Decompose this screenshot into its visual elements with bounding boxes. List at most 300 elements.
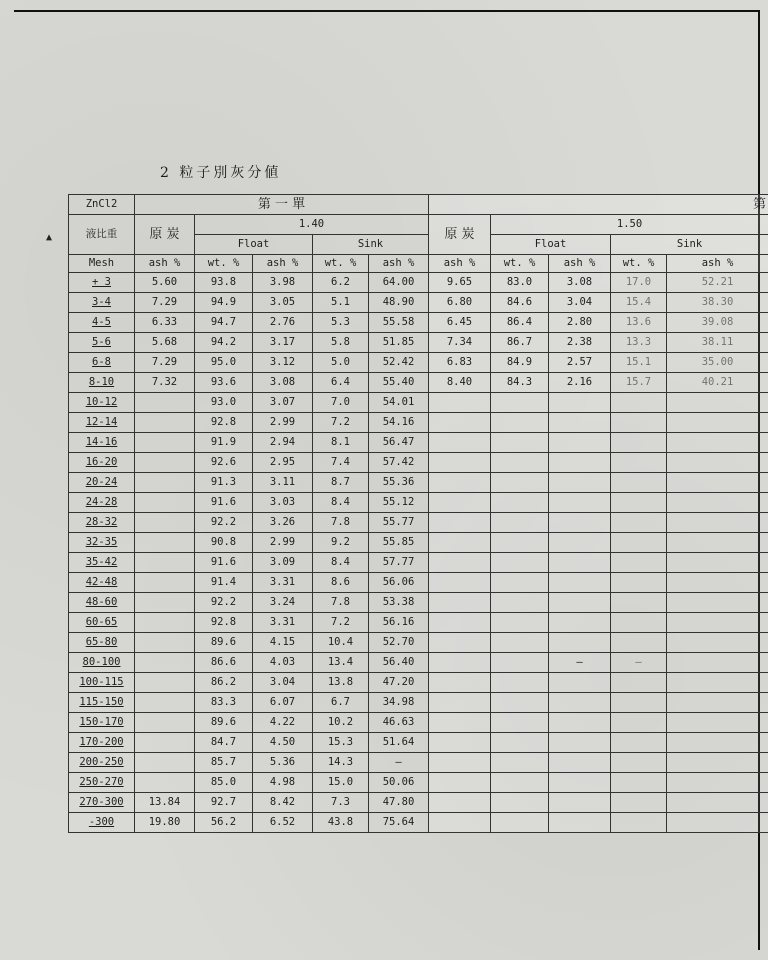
value-cell <box>135 633 195 653</box>
value-cell <box>491 573 549 593</box>
value-cell: 55.77 <box>369 513 429 533</box>
value-cell: 14.3 <box>313 753 369 773</box>
mesh-cell: 115-150 <box>69 693 135 713</box>
value-cell: 3.17 <box>253 333 313 353</box>
table-row <box>69 313 768 333</box>
value-cell: 3.12 <box>253 353 313 373</box>
value-cell: 54.01 <box>369 393 429 413</box>
value-cell <box>611 613 667 633</box>
table-row <box>69 333 768 353</box>
value-cell <box>611 453 667 473</box>
value-cell: 46.63 <box>369 713 429 733</box>
value-cell: 3.05 <box>253 293 313 313</box>
value-cell: 6.80 <box>429 293 491 313</box>
value-cell: 7.2 <box>313 413 369 433</box>
value-cell: 85.0 <box>195 773 253 793</box>
value-cell: 15.0 <box>313 773 369 793</box>
value-cell: 13.4 <box>313 653 369 673</box>
value-cell <box>667 493 768 513</box>
value-cell <box>549 673 611 693</box>
group1-title: 第 一 單 <box>135 195 429 215</box>
mesh-cell: 4-5 <box>69 313 135 333</box>
value-cell <box>135 493 195 513</box>
value-cell: 53.38 <box>369 593 429 613</box>
value-cell <box>135 773 195 793</box>
value-cell: 5.36 <box>253 753 313 773</box>
value-cell <box>549 533 611 553</box>
value-cell: 7.34 <box>429 333 491 353</box>
sub-header-5: ash % <box>369 255 429 273</box>
value-cell: 3.03 <box>253 493 313 513</box>
value-cell: 3.31 <box>253 573 313 593</box>
value-cell: 57.77 <box>369 553 429 573</box>
table-row <box>69 473 768 493</box>
value-cell <box>549 573 611 593</box>
value-cell <box>429 393 491 413</box>
value-cell: 5.1 <box>313 293 369 313</box>
value-cell: 56.06 <box>369 573 429 593</box>
value-cell: 2.57 <box>549 353 611 373</box>
mesh-cell: 150-170 <box>69 713 135 733</box>
value-cell <box>611 493 667 513</box>
value-cell <box>611 393 667 413</box>
value-cell <box>135 513 195 533</box>
mesh-cell: 100-115 <box>69 673 135 693</box>
value-cell <box>429 673 491 693</box>
value-cell: 39.08 <box>667 313 768 333</box>
value-cell <box>491 693 549 713</box>
value-cell <box>135 433 195 453</box>
value-cell: 52.42 <box>369 353 429 373</box>
value-cell: 92.8 <box>195 413 253 433</box>
value-cell: 86.4 <box>491 313 549 333</box>
value-cell: 4.50 <box>253 733 313 753</box>
value-cell: 3.24 <box>253 593 313 613</box>
value-cell <box>549 753 611 773</box>
corner-label-2: 液比重 <box>69 215 135 255</box>
table-row <box>69 613 768 633</box>
value-cell: 4.15 <box>253 633 313 653</box>
value-cell: 15.3 <box>313 733 369 753</box>
value-cell: 47.20 <box>369 673 429 693</box>
value-cell <box>667 473 768 493</box>
mesh-cell: 42-48 <box>69 573 135 593</box>
value-cell: 5.60 <box>135 273 195 293</box>
value-cell: 93.6 <box>195 373 253 393</box>
value-cell: 8.4 <box>313 553 369 573</box>
value-cell: 8.42 <box>253 793 313 813</box>
mesh-cell: + 3 <box>69 273 135 293</box>
table-row <box>69 413 768 433</box>
table-row <box>69 493 768 513</box>
sub-header-10: ash % <box>667 255 768 273</box>
value-cell <box>429 513 491 533</box>
value-cell: 7.8 <box>313 513 369 533</box>
value-cell <box>549 733 611 753</box>
value-cell <box>549 813 611 833</box>
value-cell: 94.2 <box>195 333 253 353</box>
value-cell: 92.2 <box>195 513 253 533</box>
value-cell <box>667 813 768 833</box>
value-cell <box>667 773 768 793</box>
value-cell: 8.7 <box>313 473 369 493</box>
value-cell <box>135 393 195 413</box>
value-cell: 91.6 <box>195 493 253 513</box>
value-cell <box>549 453 611 473</box>
mesh-cell: 80-100 <box>69 653 135 673</box>
value-cell: 6.83 <box>429 353 491 373</box>
sg1-header: 1.40 <box>195 215 429 235</box>
table-row <box>69 713 768 733</box>
mesh-cell: 16-20 <box>69 453 135 473</box>
value-cell: 92.7 <box>195 793 253 813</box>
table-row <box>69 793 768 813</box>
value-cell: 10.2 <box>313 713 369 733</box>
value-cell: 91.9 <box>195 433 253 453</box>
value-cell <box>611 553 667 573</box>
value-cell: 94.7 <box>195 313 253 333</box>
value-cell <box>429 473 491 493</box>
value-cell <box>491 593 549 613</box>
value-cell: 15.7 <box>611 373 667 393</box>
value-cell: 3.08 <box>253 373 313 393</box>
value-cell: 64.00 <box>369 273 429 293</box>
value-cell <box>549 593 611 613</box>
value-cell: 83.3 <box>195 693 253 713</box>
value-cell: — <box>549 653 611 673</box>
value-cell <box>135 673 195 693</box>
mesh-cell: 14-16 <box>69 433 135 453</box>
mesh-cell: 28-32 <box>69 513 135 533</box>
value-cell <box>135 753 195 773</box>
value-cell: 6.2 <box>313 273 369 293</box>
value-cell <box>135 693 195 713</box>
value-cell <box>491 673 549 693</box>
sub-header-3: ash % <box>253 255 313 273</box>
value-cell <box>549 433 611 453</box>
value-cell <box>491 533 549 553</box>
raw-coal-header-2: 原 炭 <box>429 215 491 255</box>
value-cell: 85.7 <box>195 753 253 773</box>
value-cell <box>549 413 611 433</box>
value-cell <box>611 713 667 733</box>
value-cell: 3.31 <box>253 613 313 633</box>
table-row <box>69 753 768 773</box>
value-cell: 84.6 <box>491 293 549 313</box>
value-cell <box>667 433 768 453</box>
value-cell <box>611 793 667 813</box>
value-cell: 2.94 <box>253 433 313 453</box>
sub-header-2: wt. % <box>195 255 253 273</box>
value-cell: 7.3 <box>313 793 369 813</box>
value-cell <box>667 453 768 473</box>
value-cell <box>667 633 768 653</box>
value-cell <box>611 473 667 493</box>
sub-header-9: wt. % <box>611 255 667 273</box>
value-cell <box>491 633 549 653</box>
sub-header-0: Mesh <box>69 255 135 273</box>
value-cell <box>429 653 491 673</box>
sub-header-4: wt. % <box>313 255 369 273</box>
value-cell <box>491 613 549 633</box>
value-cell <box>549 553 611 573</box>
sub-header-8: ash % <box>549 255 611 273</box>
table-row <box>69 273 768 293</box>
value-cell: 4.03 <box>253 653 313 673</box>
value-cell: 86.7 <box>491 333 549 353</box>
value-cell <box>429 413 491 433</box>
value-cell: 5.8 <box>313 333 369 353</box>
value-cell: 84.3 <box>491 373 549 393</box>
value-cell: 2.76 <box>253 313 313 333</box>
value-cell <box>549 613 611 633</box>
value-cell <box>429 573 491 593</box>
value-cell: 91.6 <box>195 553 253 573</box>
value-cell <box>611 433 667 453</box>
value-cell <box>611 413 667 433</box>
value-cell: 95.0 <box>195 353 253 373</box>
value-cell: 2.80 <box>549 313 611 333</box>
mesh-cell: 32-35 <box>69 533 135 553</box>
value-cell <box>135 613 195 633</box>
value-cell: 2.38 <box>549 333 611 353</box>
table-row <box>69 293 768 313</box>
value-cell <box>491 553 549 573</box>
table-row <box>69 733 768 753</box>
mesh-cell: 250-270 <box>69 773 135 793</box>
value-cell <box>135 453 195 473</box>
value-cell: 13.8 <box>313 673 369 693</box>
value-cell: 8.1 <box>313 433 369 453</box>
value-cell: 2.16 <box>549 373 611 393</box>
sub-header-1: ash % <box>135 255 195 273</box>
value-cell: 55.36 <box>369 473 429 493</box>
value-cell: 4.98 <box>253 773 313 793</box>
value-cell <box>491 393 549 413</box>
value-cell <box>135 533 195 553</box>
value-cell: 92.6 <box>195 453 253 473</box>
value-cell: 7.32 <box>135 373 195 393</box>
mesh-cell: 3-4 <box>69 293 135 313</box>
value-cell <box>611 773 667 793</box>
value-cell <box>611 733 667 753</box>
value-cell: 13.84 <box>135 793 195 813</box>
value-cell: 48.90 <box>369 293 429 313</box>
value-cell: 40.21 <box>667 373 768 393</box>
value-cell: 9.65 <box>429 273 491 293</box>
value-cell <box>135 413 195 433</box>
value-cell <box>491 493 549 513</box>
table-row <box>69 433 768 453</box>
particle-ash-table <box>68 194 768 833</box>
value-cell <box>491 473 549 493</box>
value-cell: 34.98 <box>369 693 429 713</box>
value-cell: 7.2 <box>313 613 369 633</box>
value-cell <box>667 793 768 813</box>
value-cell: 13.3 <box>611 333 667 353</box>
value-cell <box>667 653 768 673</box>
value-cell: 6.4 <box>313 373 369 393</box>
value-cell <box>429 693 491 713</box>
value-cell: 7.0 <box>313 393 369 413</box>
mesh-cell: 20-24 <box>69 473 135 493</box>
value-cell: 89.6 <box>195 713 253 733</box>
value-cell <box>549 773 611 793</box>
value-cell <box>611 813 667 833</box>
value-cell <box>667 713 768 733</box>
mesh-cell: 48-60 <box>69 593 135 613</box>
value-cell: 7.4 <box>313 453 369 473</box>
value-cell: 91.4 <box>195 573 253 593</box>
value-cell <box>549 693 611 713</box>
corner-label-1: ZnCl2 <box>69 195 135 215</box>
value-cell <box>429 813 491 833</box>
value-cell <box>429 733 491 753</box>
value-cell: 52.70 <box>369 633 429 653</box>
value-cell <box>549 633 611 653</box>
value-cell: 91.3 <box>195 473 253 493</box>
value-cell: 84.7 <box>195 733 253 753</box>
value-cell <box>429 753 491 773</box>
value-cell <box>491 653 549 673</box>
value-cell <box>667 393 768 413</box>
value-cell: 8.4 <box>313 493 369 513</box>
value-cell <box>667 533 768 553</box>
value-cell <box>135 593 195 613</box>
value-cell <box>429 533 491 553</box>
value-cell <box>611 633 667 653</box>
value-cell <box>549 793 611 813</box>
value-cell <box>549 473 611 493</box>
value-cell: 5.68 <box>135 333 195 353</box>
mesh-cell: -300 <box>69 813 135 833</box>
raw-coal-header-1: 原 炭 <box>135 215 195 255</box>
table-row <box>69 453 768 473</box>
table-body <box>69 273 768 833</box>
value-cell: 7.29 <box>135 353 195 373</box>
value-cell <box>429 773 491 793</box>
value-cell: 3.26 <box>253 513 313 533</box>
value-cell: — <box>611 653 667 673</box>
value-cell: 3.98 <box>253 273 313 293</box>
value-cell: 8.6 <box>313 573 369 593</box>
value-cell: 57.42 <box>369 453 429 473</box>
value-cell: 3.11 <box>253 473 313 493</box>
value-cell: 4.22 <box>253 713 313 733</box>
value-cell: 84.9 <box>491 353 549 373</box>
value-cell: 38.30 <box>667 293 768 313</box>
value-cell: 86.2 <box>195 673 253 693</box>
mesh-cell: 5-6 <box>69 333 135 353</box>
value-cell <box>667 413 768 433</box>
value-cell <box>491 713 549 733</box>
value-cell: 55.12 <box>369 493 429 513</box>
value-cell <box>429 553 491 573</box>
value-cell <box>611 693 667 713</box>
value-cell <box>549 493 611 513</box>
value-cell <box>611 513 667 533</box>
value-cell <box>135 553 195 573</box>
value-cell <box>491 813 549 833</box>
table-row <box>69 353 768 373</box>
value-cell: 83.0 <box>491 273 549 293</box>
value-cell <box>429 593 491 613</box>
mesh-cell: 6-8 <box>69 353 135 373</box>
value-cell <box>611 673 667 693</box>
value-cell: 51.64 <box>369 733 429 753</box>
value-cell: 6.07 <box>253 693 313 713</box>
sink-header-1: Sink <box>313 235 429 255</box>
mesh-cell: 35-42 <box>69 553 135 573</box>
value-cell: 55.85 <box>369 533 429 553</box>
mesh-cell: 8-10 <box>69 373 135 393</box>
value-cell: 17.0 <box>611 273 667 293</box>
value-cell <box>429 633 491 653</box>
value-cell: 35.00 <box>667 353 768 373</box>
table-row <box>69 673 768 693</box>
mesh-cell: 60-65 <box>69 613 135 633</box>
value-cell <box>491 733 549 753</box>
value-cell: 50.06 <box>369 773 429 793</box>
value-cell: 3.04 <box>549 293 611 313</box>
table-row <box>69 593 768 613</box>
value-cell: 3.04 <box>253 673 313 693</box>
value-cell <box>135 713 195 733</box>
value-cell <box>491 773 549 793</box>
value-cell: 52.21 <box>667 273 768 293</box>
value-cell <box>491 753 549 773</box>
value-cell: 47.80 <box>369 793 429 813</box>
value-cell: 56.16 <box>369 613 429 633</box>
value-cell <box>667 693 768 713</box>
mesh-cell: 200-250 <box>69 753 135 773</box>
value-cell: 3.09 <box>253 553 313 573</box>
value-cell <box>611 753 667 773</box>
value-cell: 92.2 <box>195 593 253 613</box>
value-cell <box>667 613 768 633</box>
table-row <box>69 393 768 413</box>
value-cell <box>667 673 768 693</box>
ash-table-wrapper <box>68 194 768 833</box>
value-cell: 92.8 <box>195 613 253 633</box>
value-cell: 15.4 <box>611 293 667 313</box>
value-cell: 94.9 <box>195 293 253 313</box>
value-cell: 6.45 <box>429 313 491 333</box>
value-cell: 54.16 <box>369 413 429 433</box>
value-cell: 9.2 <box>313 533 369 553</box>
value-cell: 5.0 <box>313 353 369 373</box>
mesh-cell: 65-80 <box>69 633 135 653</box>
value-cell: 2.95 <box>253 453 313 473</box>
table-row <box>69 373 768 393</box>
value-cell: 2.99 <box>253 413 313 433</box>
value-cell <box>429 793 491 813</box>
float-header-2: Float <box>491 235 611 255</box>
value-cell: 89.6 <box>195 633 253 653</box>
value-cell: 86.6 <box>195 653 253 673</box>
value-cell: 55.40 <box>369 373 429 393</box>
value-cell <box>135 653 195 673</box>
value-cell <box>549 713 611 733</box>
table-row <box>69 513 768 533</box>
value-cell <box>667 513 768 533</box>
float-header-1: Float <box>195 235 313 255</box>
table-row <box>69 653 768 673</box>
value-cell: 15.1 <box>611 353 667 373</box>
group2-title: 第 <box>429 195 768 215</box>
value-cell <box>667 593 768 613</box>
value-cell: 10.4 <box>313 633 369 653</box>
